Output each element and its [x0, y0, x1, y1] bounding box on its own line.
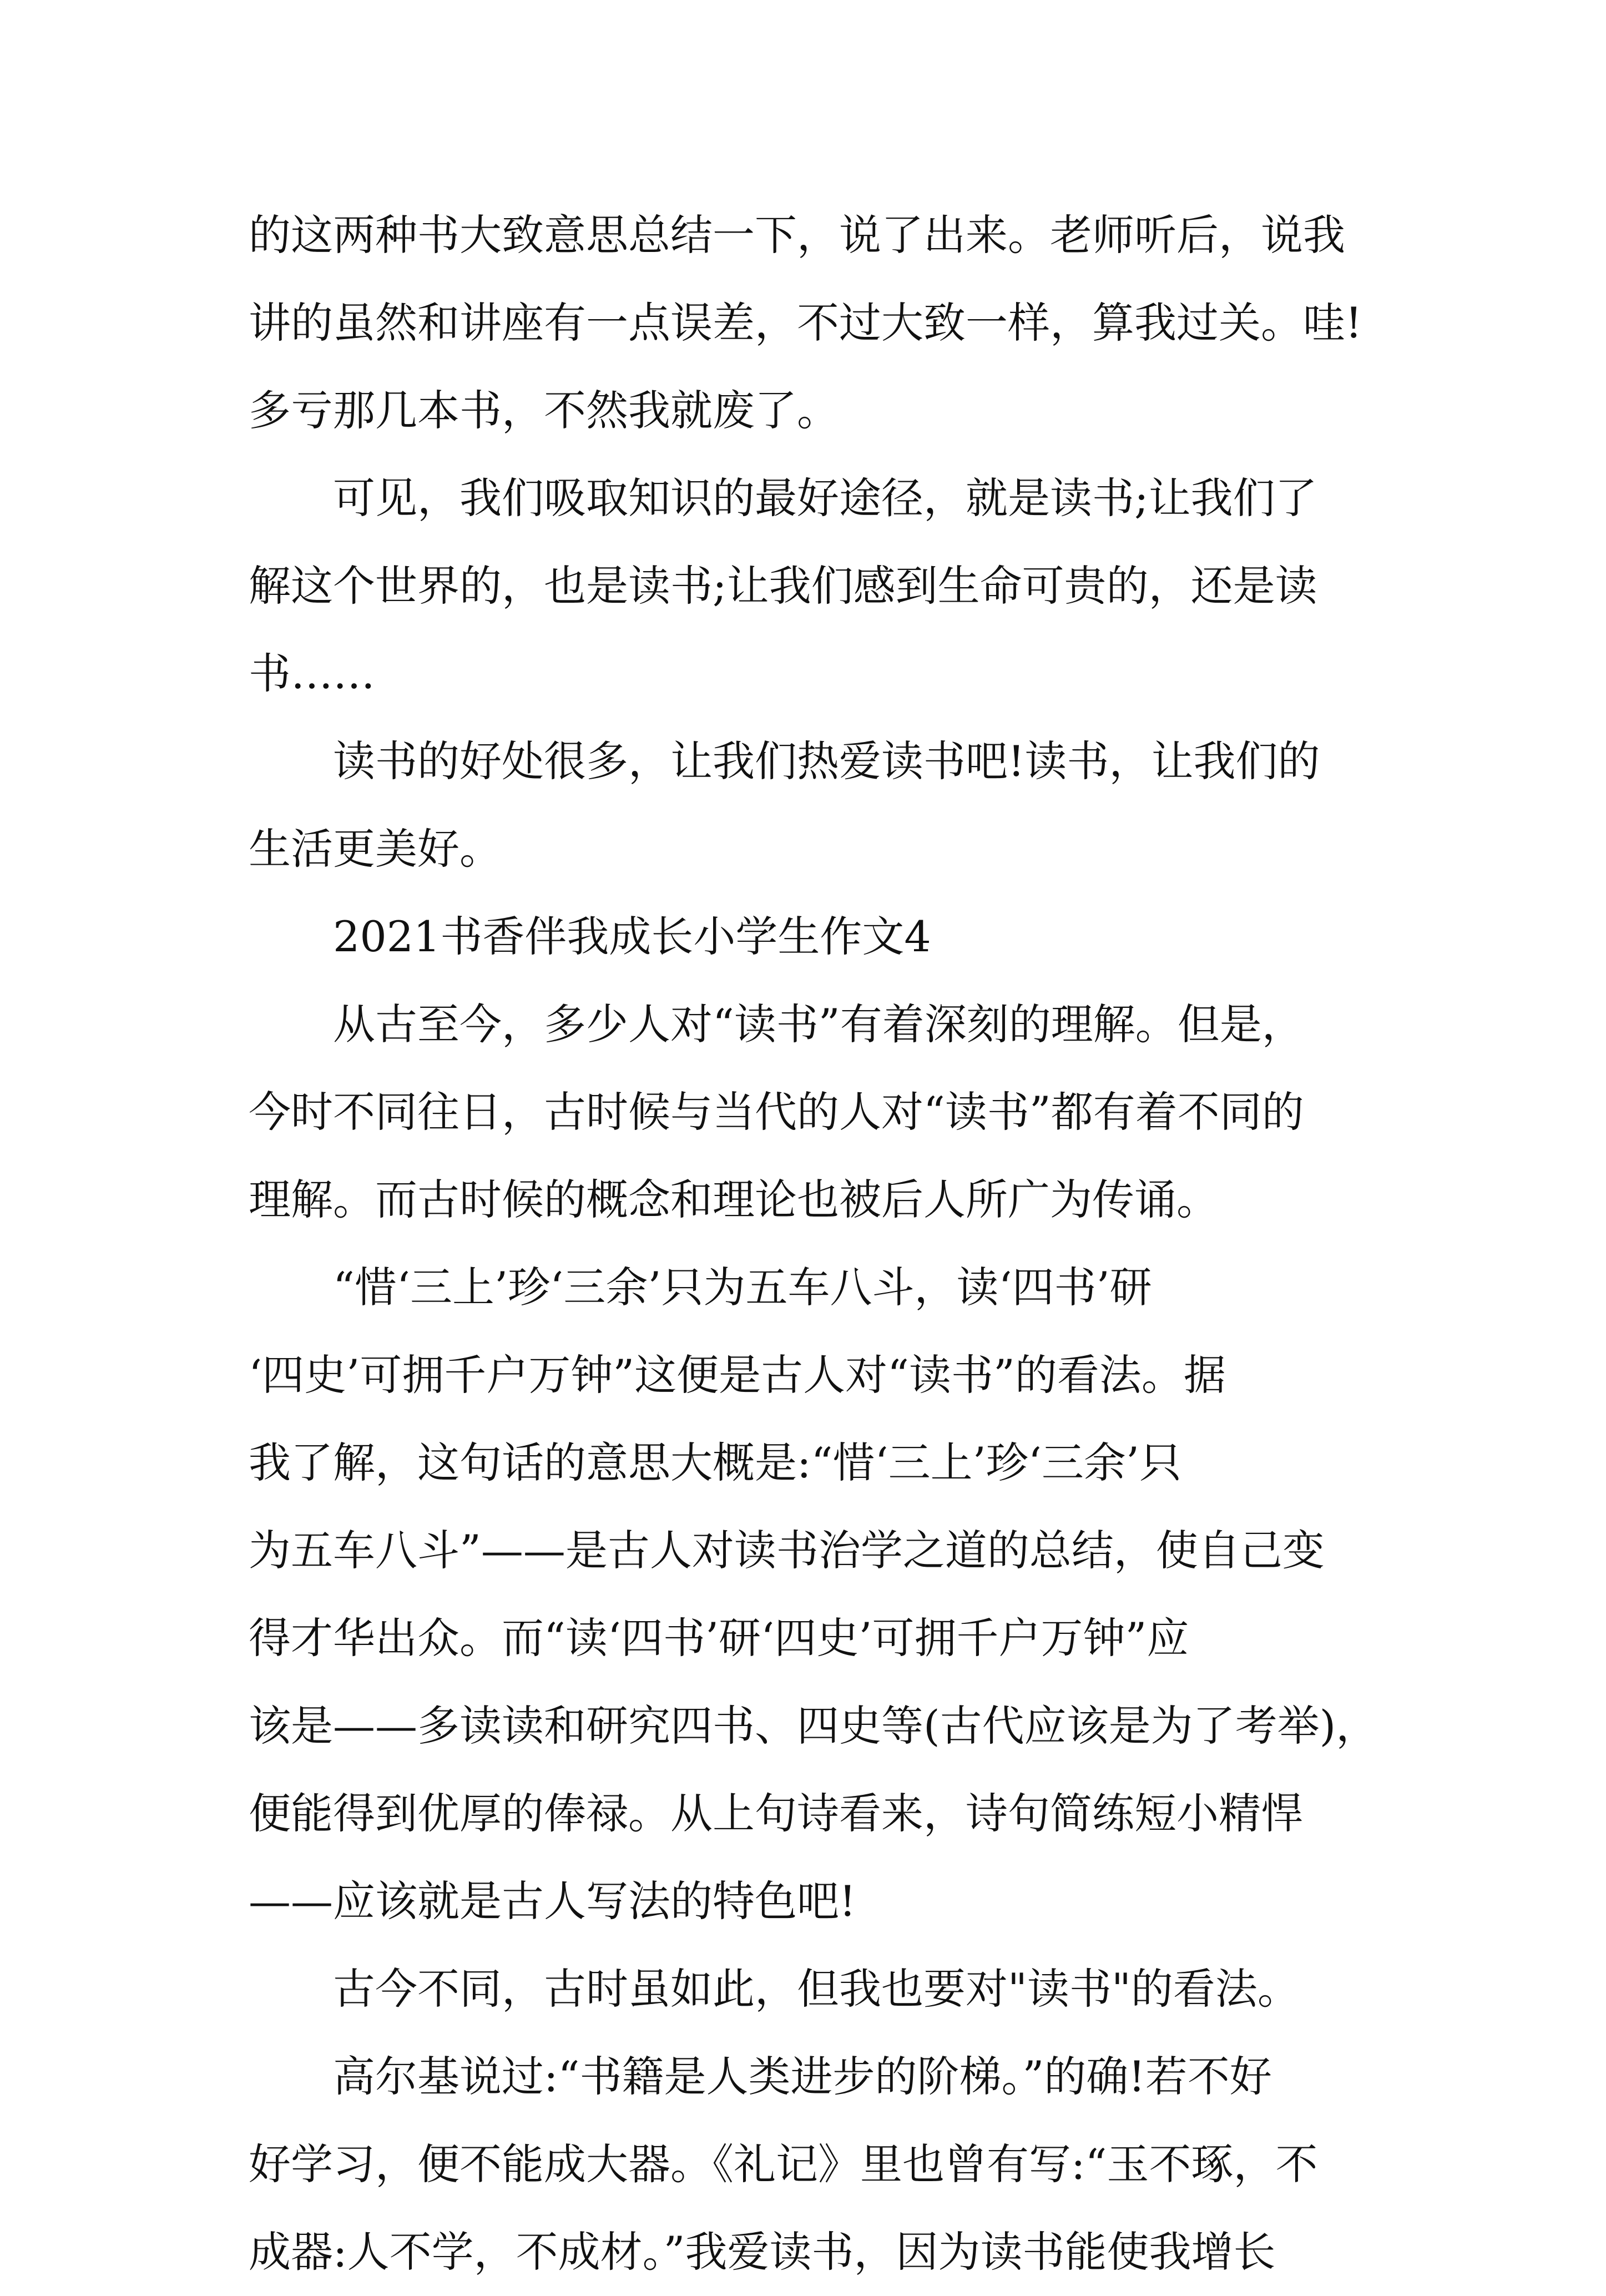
text-line: 讲的虽然和讲座有一点误差，不过大致一样，算我过关。哇!: [249, 298, 1362, 347]
section-heading: 2021书香伴我成长小学生作文4: [333, 912, 931, 961]
text-line: 便能得到优厚的俸禄。从上句诗看来，诗句简练短小精悍: [249, 1789, 1303, 1838]
text-line: ‘四史’可拥千户万钟”这便是古人对“读书”的看法。据: [249, 1350, 1226, 1400]
text-line: 高尔基说过:“书籍是人类进步的阶梯。”的确!若不好: [333, 2052, 1272, 2101]
text-line: 从古至今，多少人对“读书”有着深刻的理解。但是，: [333, 1000, 1304, 1049]
text-line: 为五车八斗”——是古人对读书治学之道的总结，使自己变: [249, 1526, 1325, 1575]
text-line: 多亏那几本书，不然我就废了。: [249, 386, 839, 435]
text-line: 该是——多读读和研究四书、四史等(古代应该是为了考举)，: [249, 1701, 1378, 1750]
text-line: 好学习，便不能成大器。《礼记》里也曾有写:“玉不琢，不: [249, 2139, 1318, 2189]
text-line: ——应该就是古人写法的特色吧!: [249, 1876, 856, 1926]
text-line: 成器:人不学，不成材。”我爱读书，因为读书能使我增长: [249, 2227, 1276, 2277]
essay-text-body: [249, 191, 1381, 2296]
text-line: 我了解，这句话的意思大概是:“惜‘三上’珍‘三余’只: [249, 1438, 1182, 1487]
text-line: 书……: [249, 649, 375, 698]
text-line: 的这两种书大致意思总结一下，说了出来。老师听后，说我: [249, 210, 1345, 260]
text-line: 可见，我们吸取知识的最好途径，就是读书;让我们了: [333, 473, 1317, 523]
text-line: 读书的好处很多，让我们热爱读书吧!读书，让我们的: [333, 736, 1320, 786]
text-line: “惜‘三上’珍‘三余’只为五车八斗，读‘四书’研: [333, 1263, 1152, 1312]
text-line: 生活更美好。: [249, 824, 502, 874]
text-line: 解这个世界的，也是读书;让我们感到生命可贵的，还是读: [249, 561, 1317, 610]
text-line: 理解。而古时候的概念和理论也被后人所广为传诵。: [249, 1175, 1219, 1224]
text-line: 古今不同，古时虽如此，但我也要对"读书"的看法。: [333, 1964, 1300, 2014]
text-line: 得才华出众。而“读‘四书’研‘四史’可拥千户万钟”应: [249, 1613, 1189, 1663]
text-line: 今时不同往日，古时候与当代的人对“读书”都有着不同的: [249, 1087, 1304, 1137]
